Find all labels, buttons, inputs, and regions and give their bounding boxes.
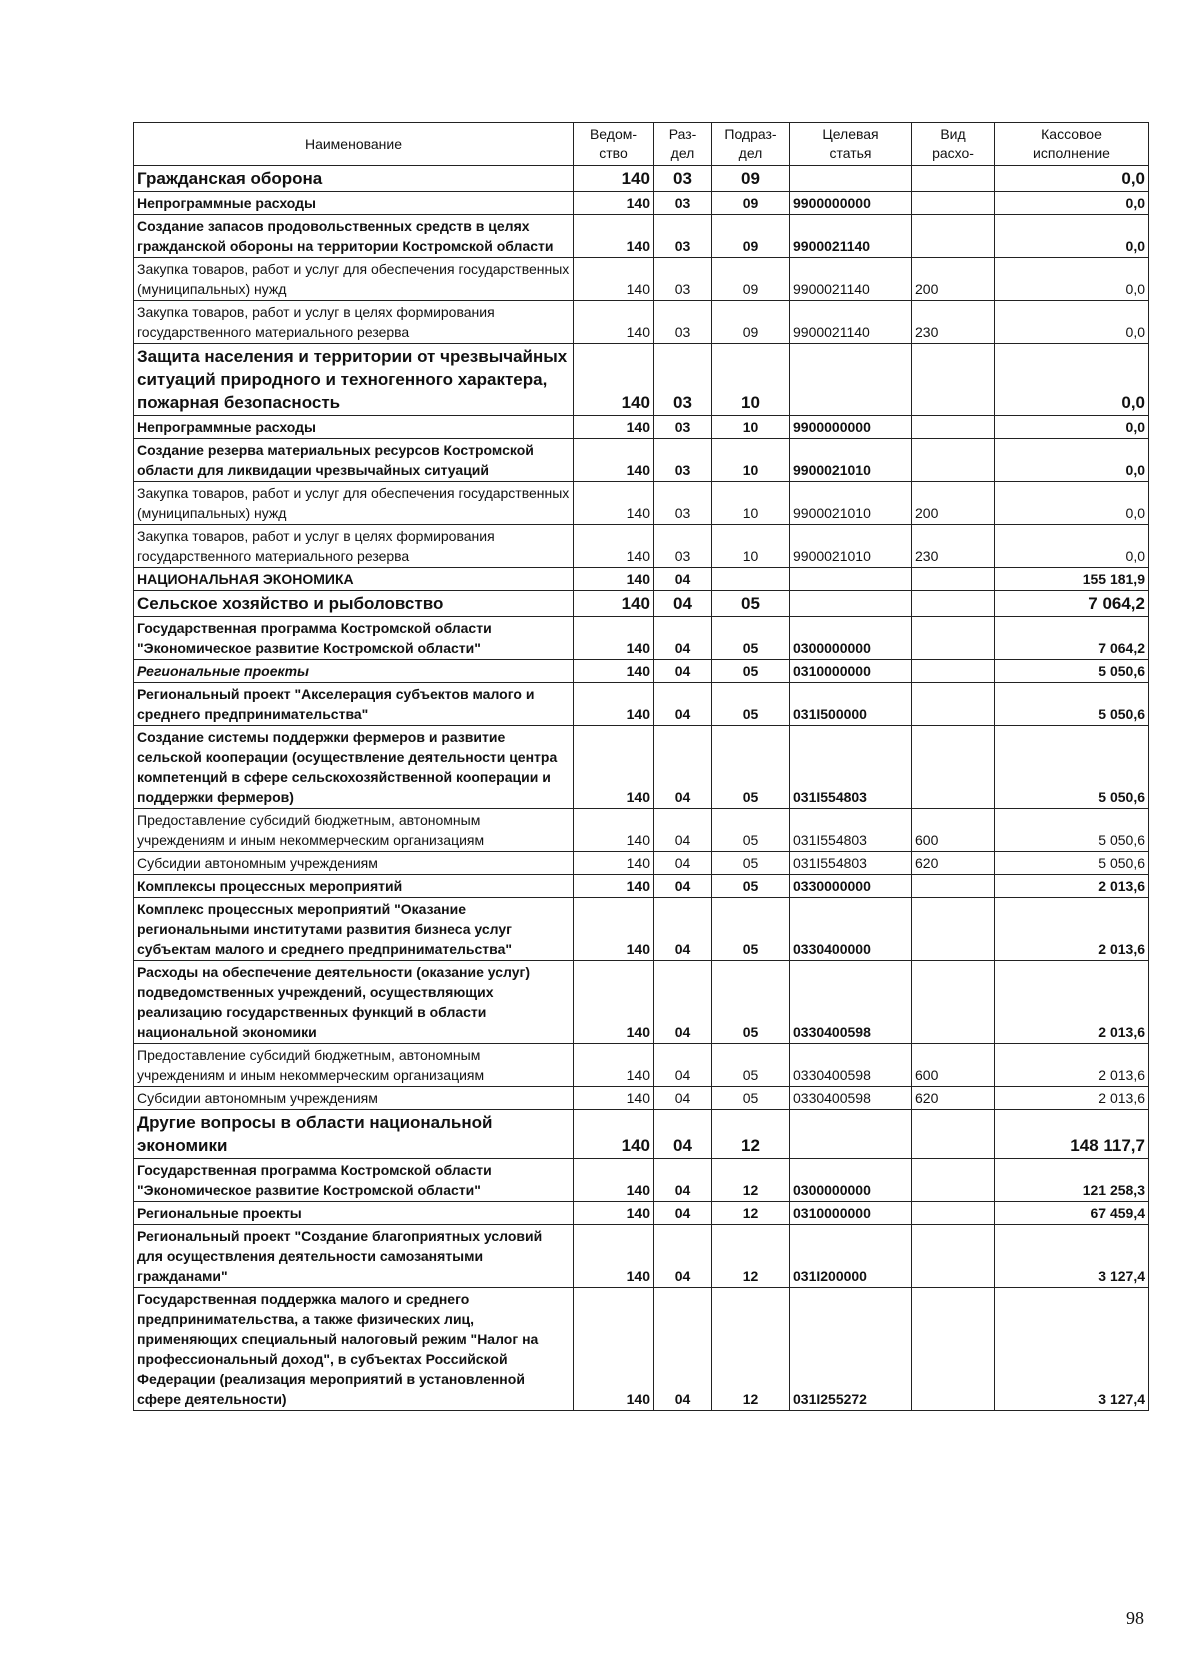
row-ved: 140 [574,344,654,416]
row-podr: 05 [712,961,790,1044]
row-razd: 04 [654,1225,712,1288]
row-kass: 0,0 [995,482,1149,525]
row-vid [912,192,995,215]
row-kass: 2 013,6 [995,1044,1149,1087]
row-name: Региональные проекты [134,1202,574,1225]
row-cel: 0330400598 [790,1087,912,1110]
row-ved: 140 [574,683,654,726]
row-cel: 0300000000 [790,1159,912,1202]
header-cel: Целевая статья [790,123,912,166]
row-cel: 9900000000 [790,416,912,439]
table-row [134,1159,1149,1202]
table-row [134,726,1149,809]
row-ved: 140 [574,1044,654,1087]
row-vid [912,215,995,258]
row-cel: 031I500000 [790,683,912,726]
table-row [134,1044,1149,1087]
row-vid: 230 [912,525,995,568]
row-podr: 09 [712,301,790,344]
row-name: Непрограммные расходы [134,192,574,215]
row-razd: 03 [654,215,712,258]
row-vid: 600 [912,809,995,852]
row-razd: 03 [654,301,712,344]
table-row [134,852,1149,875]
table-row [134,1110,1149,1159]
row-kass: 0,0 [995,215,1149,258]
row-kass: 5 050,6 [995,809,1149,852]
row-name: Государственная программа Костромской области "Экономическое развитие Костромской области" [134,617,574,660]
row-name: Региональный проект "Акселерация субъектов малого и среднего предпринимательства" [134,683,574,726]
row-kass: 2 013,6 [995,1087,1149,1110]
row-podr: 10 [712,416,790,439]
row-podr: 10 [712,344,790,416]
row-ved: 140 [574,525,654,568]
row-name: Закупка товаров, работ и услуг в целях формирования государственного материального резерва [134,301,574,344]
row-name: Закупка товаров, работ и услуг для обеспечения государственных (муниципальных) нужд [134,482,574,525]
row-vid [912,344,995,416]
row-kass: 121 258,3 [995,1159,1149,1202]
table-row [134,344,1149,416]
row-vid [912,898,995,961]
row-cel: 0330400598 [790,1044,912,1087]
row-kass: 3 127,4 [995,1225,1149,1288]
row-cel [790,591,912,617]
row-podr: 12 [712,1159,790,1202]
row-ved: 140 [574,439,654,482]
row-vid [912,1110,995,1159]
row-ved: 140 [574,1225,654,1288]
row-vid [912,1225,995,1288]
table-row [134,1288,1149,1411]
table-row [134,482,1149,525]
row-podr: 10 [712,439,790,482]
row-name: Предоставление субсидий бюджетным, автономным учреждениям и иным некоммерческим организациям [134,809,574,852]
row-name: Субсидии автономным учреждениям [134,852,574,875]
row-ved: 140 [574,301,654,344]
row-cel [790,1110,912,1159]
header-razd: Раз- дел [654,123,712,166]
row-cel: 9900021140 [790,258,912,301]
row-podr: 09 [712,258,790,301]
row-kass: 2 013,6 [995,961,1149,1044]
row-name: Расходы на обеспечение деятельности (оказание услуг) подведомственных учреждений, осуществляющих реализацию государственных функций в области национальной экономики [134,961,574,1044]
row-razd: 04 [654,726,712,809]
row-podr: 09 [712,215,790,258]
table-row [134,1225,1149,1288]
table-row [134,416,1149,439]
row-vid: 200 [912,482,995,525]
row-razd: 04 [654,898,712,961]
row-vid [912,439,995,482]
row-kass: 0,0 [995,439,1149,482]
row-razd: 04 [654,1288,712,1411]
row-name: Региональные проекты [134,660,574,683]
row-podr: 05 [712,660,790,683]
row-podr: 05 [712,1087,790,1110]
row-razd: 04 [654,683,712,726]
table-row [134,961,1149,1044]
row-razd: 04 [654,568,712,591]
row-vid [912,1202,995,1225]
row-cel: 0330400000 [790,898,912,961]
row-ved: 140 [574,961,654,1044]
budget-table [133,122,1149,1411]
row-ved: 140 [574,166,654,192]
row-kass: 0,0 [995,192,1149,215]
row-name: НАЦИОНАЛЬНАЯ ЭКОНОМИКА [134,568,574,591]
row-kass: 5 050,6 [995,726,1149,809]
table-row [134,875,1149,898]
row-kass: 0,0 [995,258,1149,301]
row-cel: 9900021010 [790,439,912,482]
row-razd: 04 [654,1202,712,1225]
row-kass: 5 050,6 [995,660,1149,683]
row-podr: 05 [712,875,790,898]
header-ved: Ведом- ство [574,123,654,166]
table-header-row [134,123,1149,166]
row-cel [790,344,912,416]
row-kass: 0,0 [995,166,1149,192]
row-vid [912,166,995,192]
row-ved: 140 [574,568,654,591]
row-ved: 140 [574,660,654,683]
row-kass: 155 181,9 [995,568,1149,591]
row-cel: 031I554803 [790,726,912,809]
row-ved: 140 [574,482,654,525]
row-cel: 031I200000 [790,1225,912,1288]
row-cel: 0300000000 [790,617,912,660]
row-name: Государственная поддержка малого и среднего предпринимательства, а также физических лиц, применяющих специальный налоговый режим "Налог на профессиональный доход", в субъектах Российской Федерации (реализация мероприятий в установленной сфере деятельности) [134,1288,574,1411]
row-vid [912,568,995,591]
page-number: 98 [1126,1608,1144,1628]
row-ved: 140 [574,898,654,961]
row-razd: 04 [654,875,712,898]
table-row [134,591,1149,617]
row-cel: 9900021010 [790,525,912,568]
table-row [134,683,1149,726]
table-row [134,525,1149,568]
row-razd: 03 [654,439,712,482]
row-name: Государственная программа Костромской области "Экономическое развитие Костромской области" [134,1159,574,1202]
row-vid [912,726,995,809]
row-cel: 9900021010 [790,482,912,525]
row-kass: 0,0 [995,416,1149,439]
row-vid: 620 [912,1087,995,1110]
row-podr: 12 [712,1110,790,1159]
header-kass: Кассовое исполнение [995,123,1149,166]
table-row [134,439,1149,482]
row-name: Непрограммные расходы [134,416,574,439]
row-kass: 2 013,6 [995,898,1149,961]
row-razd: 04 [654,852,712,875]
row-vid [912,1159,995,1202]
row-name: Комплекс процессных мероприятий "Оказание региональными институтами развития бизнеса услуг субъектам малого и среднего предпринимательства" [134,898,574,961]
row-cel: 0330400598 [790,961,912,1044]
budget-sheet [133,122,1149,1411]
row-vid [912,961,995,1044]
row-name: Региональный проект "Создание благоприятных условий для осуществления деятельности самозанятыми гражданами" [134,1225,574,1288]
row-kass: 0,0 [995,344,1149,416]
row-podr: 05 [712,726,790,809]
row-vid [912,683,995,726]
table-row [134,568,1149,591]
row-ved: 140 [574,852,654,875]
row-name: Закупка товаров, работ и услуг в целях формирования государственного материального резерва [134,525,574,568]
row-razd: 04 [654,961,712,1044]
row-kass: 7 064,2 [995,617,1149,660]
row-vid [912,416,995,439]
table-row [134,192,1149,215]
row-razd: 04 [654,660,712,683]
table-row [134,898,1149,961]
row-podr: 05 [712,1044,790,1087]
row-vid: 230 [912,301,995,344]
row-name: Предоставление субсидий бюджетным, автономным учреждениям и иным некоммерческим организациям [134,1044,574,1087]
row-name: Сельское хозяйство и рыболовство [134,591,574,617]
row-kass: 2 013,6 [995,875,1149,898]
table-row [134,215,1149,258]
row-ved: 140 [574,215,654,258]
row-kass: 0,0 [995,525,1149,568]
row-cel [790,166,912,192]
row-razd: 03 [654,416,712,439]
table-row [134,660,1149,683]
row-razd: 03 [654,525,712,568]
table-row [134,1087,1149,1110]
row-vid: 620 [912,852,995,875]
row-vid [912,660,995,683]
row-kass: 7 064,2 [995,591,1149,617]
row-cel: 0330000000 [790,875,912,898]
table-row [134,301,1149,344]
row-razd: 04 [654,1044,712,1087]
table-row [134,809,1149,852]
table-row [134,617,1149,660]
row-podr: 05 [712,591,790,617]
row-name: Защита населения и территории от чрезвычайных ситуаций природного и техногенного характера, пожарная безопасность [134,344,574,416]
row-razd: 03 [654,166,712,192]
row-podr: 09 [712,166,790,192]
row-podr: 05 [712,617,790,660]
row-vid [912,617,995,660]
row-razd: 04 [654,591,712,617]
row-podr: 05 [712,852,790,875]
row-podr: 10 [712,525,790,568]
row-razd: 03 [654,482,712,525]
row-kass: 148 117,7 [995,1110,1149,1159]
header-vid: Вид расхо- [912,123,995,166]
row-kass: 5 050,6 [995,852,1149,875]
row-ved: 140 [574,726,654,809]
row-name: Другие вопросы в области национальной экономики [134,1110,574,1159]
row-cel: 0310000000 [790,660,912,683]
row-kass: 0,0 [995,301,1149,344]
row-cel: 9900000000 [790,192,912,215]
row-name: Закупка товаров, работ и услуг для обеспечения государственных (муниципальных) нужд [134,258,574,301]
row-ved: 140 [574,1288,654,1411]
row-ved: 140 [574,192,654,215]
row-cel: 9900021140 [790,301,912,344]
row-ved: 140 [574,1087,654,1110]
row-podr: 12 [712,1288,790,1411]
row-cel: 9900021140 [790,215,912,258]
row-razd: 04 [654,617,712,660]
row-ved: 140 [574,1159,654,1202]
row-razd: 03 [654,192,712,215]
row-podr: 12 [712,1225,790,1288]
row-cel [790,568,912,591]
header-name: Наименование [134,123,574,166]
row-podr: 09 [712,192,790,215]
row-podr: 05 [712,683,790,726]
table-body [134,166,1149,1411]
table-row [134,1202,1149,1225]
table-row [134,258,1149,301]
row-vid [912,591,995,617]
row-name: Субсидии автономным учреждениям [134,1087,574,1110]
row-kass: 5 050,6 [995,683,1149,726]
row-podr: 05 [712,898,790,961]
row-podr: 10 [712,482,790,525]
row-kass: 67 459,4 [995,1202,1149,1225]
row-vid: 200 [912,258,995,301]
row-razd: 04 [654,1159,712,1202]
row-ved: 140 [574,258,654,301]
row-ved: 140 [574,416,654,439]
row-name: Создание запасов продовольственных средств в целях гражданской обороны на территории Костромской области [134,215,574,258]
row-podr: 05 [712,809,790,852]
row-razd: 04 [654,809,712,852]
row-name: Создание системы поддержки фермеров и развитие сельской кооперации (осуществление деятельности центра компетенций в сфере сельскохозяйственной кооперации и поддержки фермеров) [134,726,574,809]
row-vid [912,875,995,898]
row-ved: 140 [574,591,654,617]
row-name: Гражданская оборона [134,166,574,192]
row-cel: 031I554803 [790,852,912,875]
row-vid: 600 [912,1044,995,1087]
table-row [134,166,1149,192]
row-name: Комплексы процессных мероприятий [134,875,574,898]
row-ved: 140 [574,875,654,898]
row-razd: 03 [654,258,712,301]
row-ved: 140 [574,809,654,852]
row-ved: 140 [574,1202,654,1225]
row-kass: 3 127,4 [995,1288,1149,1411]
row-ved: 140 [574,617,654,660]
row-razd: 03 [654,344,712,416]
row-vid [912,1288,995,1411]
row-cel: 031I255272 [790,1288,912,1411]
header-podr: Подраз- дел [712,123,790,166]
row-cel: 031I554803 [790,809,912,852]
row-razd: 04 [654,1110,712,1159]
row-podr [712,568,790,591]
row-podr: 12 [712,1202,790,1225]
row-name: Создание резерва материальных ресурсов Костромской области для ликвидации чрезвычайных ситуаций [134,439,574,482]
row-ved: 140 [574,1110,654,1159]
row-cel: 0310000000 [790,1202,912,1225]
row-razd: 04 [654,1087,712,1110]
